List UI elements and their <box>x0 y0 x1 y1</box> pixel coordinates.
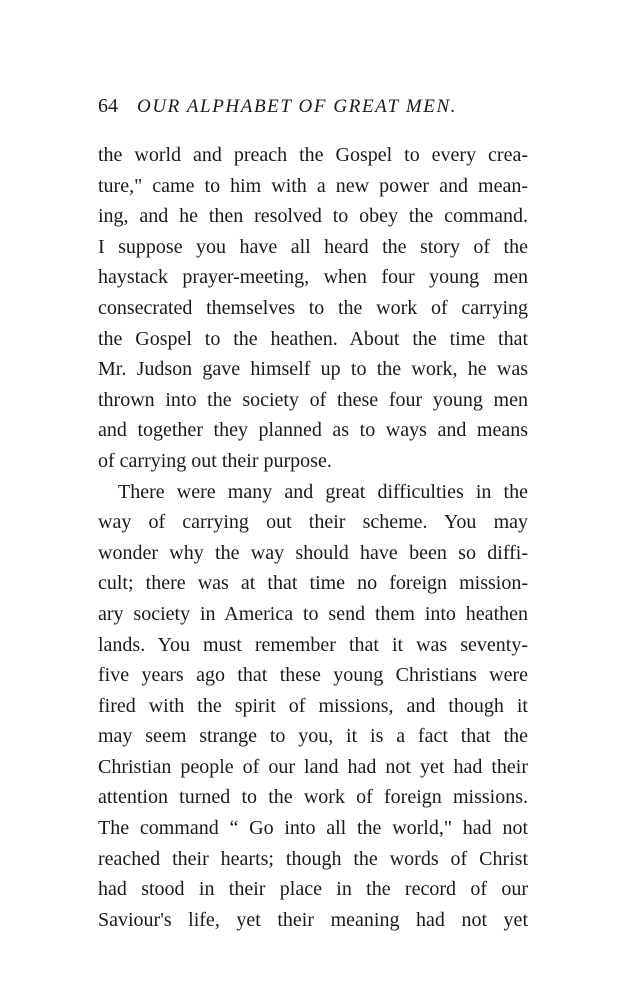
text-line: ary society in America to send them into heathen <box>98 602 528 625</box>
text-line: of carrying out their purpose. <box>98 449 332 472</box>
text-line: way of carrying out their scheme. You may <box>98 511 528 534</box>
text-line: lands. You must remember that it was seventy- <box>98 633 528 656</box>
text-line: the Gospel to the heathen. About the time that <box>98 327 528 350</box>
text-line: reached their hearts; though the words of Christ <box>98 847 528 870</box>
page-number: 64 <box>98 95 118 117</box>
text-line: Mr. Judson gave himself up to the work, he was <box>98 358 528 381</box>
text-line: There were many and great difficulties in the <box>118 480 528 503</box>
text-line: may seem strange to you, it is a fact that the <box>98 725 528 748</box>
text-line: I suppose you have all heard the story of the <box>98 235 528 258</box>
text-line: five years ago that these young Christians were <box>98 664 528 687</box>
text-line: attention turned to the work of foreign missions. <box>98 786 528 809</box>
running-head: OUR ALPHABET OF GREAT MEN. <box>137 96 458 117</box>
body-text <box>98 140 528 935</box>
text-line: Saviour's life, yet their meaning had not yet <box>98 908 528 931</box>
paragraph-1 <box>98 140 528 477</box>
text-line: The command “ Go into all the world," had not <box>98 817 528 840</box>
text-line: ture," came to him with a new power and mean- <box>98 174 528 197</box>
text-line: consecrated themselves to the work of carrying <box>98 296 528 319</box>
text-line: cult; there was at that time no foreign mission- <box>98 572 528 595</box>
text-line: thrown into the society of these four young men <box>98 388 528 411</box>
text-line: and together they planned as to ways and means <box>98 419 528 442</box>
text-line: the world and preach the Gospel to every crea- <box>98 144 528 166</box>
page-header <box>98 94 538 118</box>
paragraph-2 <box>98 477 528 936</box>
text-line: wonder why the way should have been so diffi- <box>98 541 528 564</box>
text-line: had stood in their place in the record of our <box>98 878 528 901</box>
text-line: haystack prayer-meeting, when four young men <box>98 266 528 289</box>
text-line: ing, and he then resolved to obey the command. <box>98 205 528 228</box>
text-line: fired with the spirit of missions, and though it <box>98 694 528 717</box>
text-line: Christian people of our land had not yet had their <box>98 755 528 778</box>
